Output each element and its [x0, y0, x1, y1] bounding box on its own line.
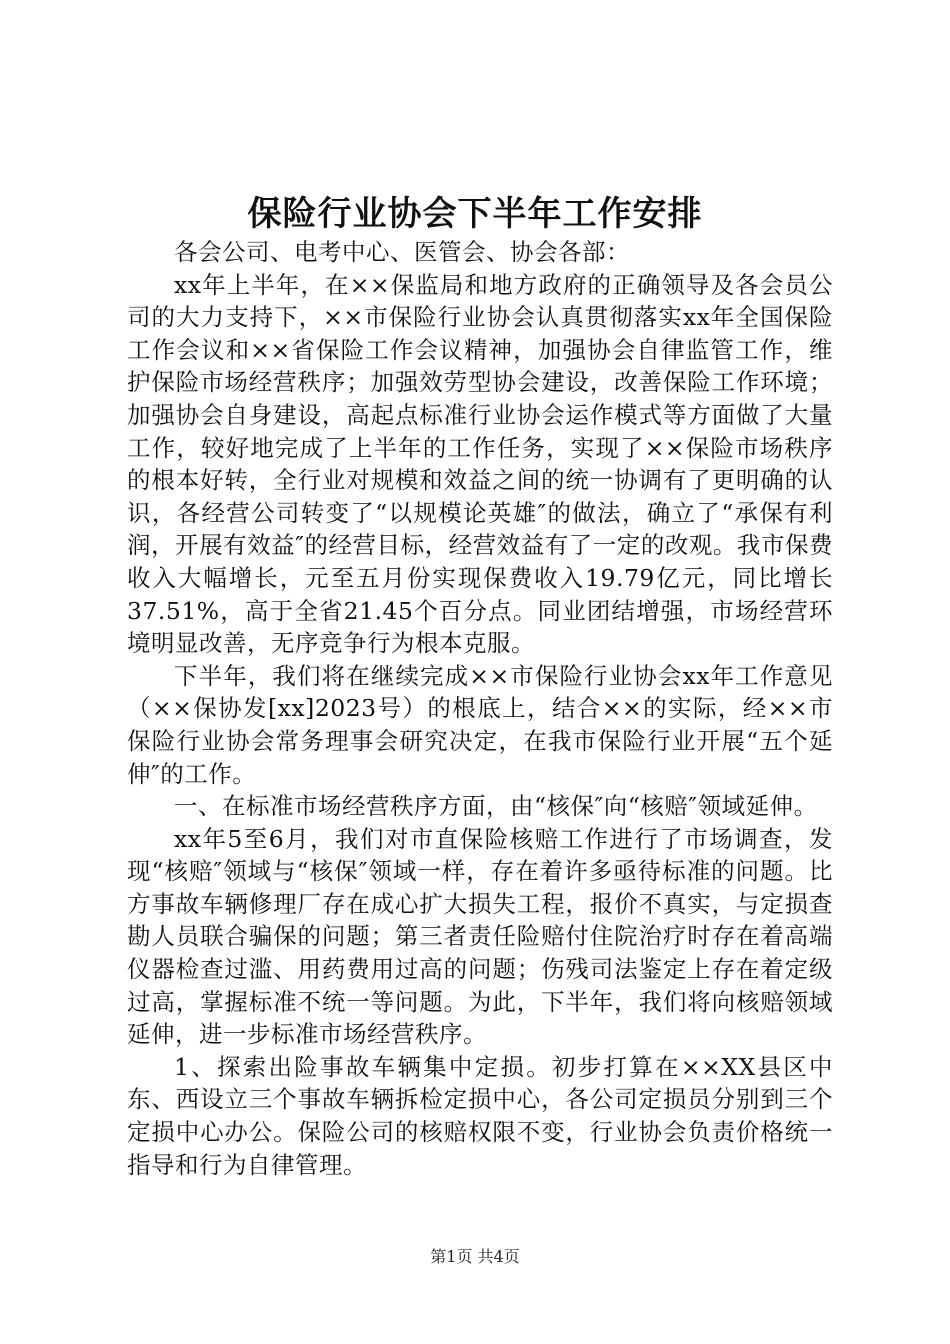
- paragraph: xx年5至6月，我们对市直保险核赔工作进行了市场调查，发现“核赔″领域与“核保″领域一样，存在着许多亟待标准的问题。比方事故车辆修理厂存在成心扩大损失工程，报价不真实，与定损查勘人员联合骗保的问题；第三者责任险赔付住院治疗时存在着高端仪器检查过滥、用药费用过高的问题；伤残司法鉴定上存在着定级过高，掌握标准不统一等问题。为此，下半年，我们将向核赔领域延伸，进一步标准市场经营秩序。: [127, 824, 833, 1049]
- paragraph-salutation: 各会公司、电考中心、医管会、协会各部：: [174, 238, 630, 266]
- paragraph: xx年上半年，在××保监局和地方政府的正确领导及各会员公司的大力支持下，××市保险行业协会认真贯彻落实xx年全国保险工作会议和××省保险工作会议精神，加强协会自律监管工作，维护保险市场经营秩序；加强效劳型协会建设，改善保险工作环境；加强协会自身建设，高起点标准行业协会运作模式等方面做了大量工作，较好地完成了上半年的工作任务，实现了××保险市场秩序的根本好转，全行业对规模和效益之间的统一协调有了更明确的认识，各经营公司转变了“以规模论英雄″的做法，确立了“承保有利润，开展有效益″的经营目标，经营效益有了一定的改观。我市保费收入大幅增长，元至五月份实现保费收入19.79亿元，同比增长37.51%，高于全省21.45个百分点。同业团结增强，市场经营环境明显改善，无序竞争行为根本克服。: [127, 270, 833, 658]
- section-heading: 一、在标准市场经营秩序方面，由“核保″向“核赔″领域延伸。: [174, 792, 818, 821]
- page-number: 第1页 共4页: [430, 1247, 520, 1266]
- paragraph: 1、探索出险事故车辆集中定损。初步打算在××XX县区中东、西设立三个事故车辆拆检定损中心，各公司定损员分别到三个定损中心办公。保险公司的核赔权限不变，行业协会负责价格统一指导和行为自律管理。: [127, 1052, 833, 1179]
- document-body: [127, 236, 833, 1181]
- paragraph: 下半年，我们将在继续完成××市保险行业协会xx年工作意见（××保协发[xx]2023号）的根底上，结合××的实际，经××市保险行业协会常务理事会研究决定，在我市保险行业开展“五个延伸″的工作。: [127, 661, 833, 788]
- page-title: 保险行业协会下半年工作安排: [247, 194, 703, 234]
